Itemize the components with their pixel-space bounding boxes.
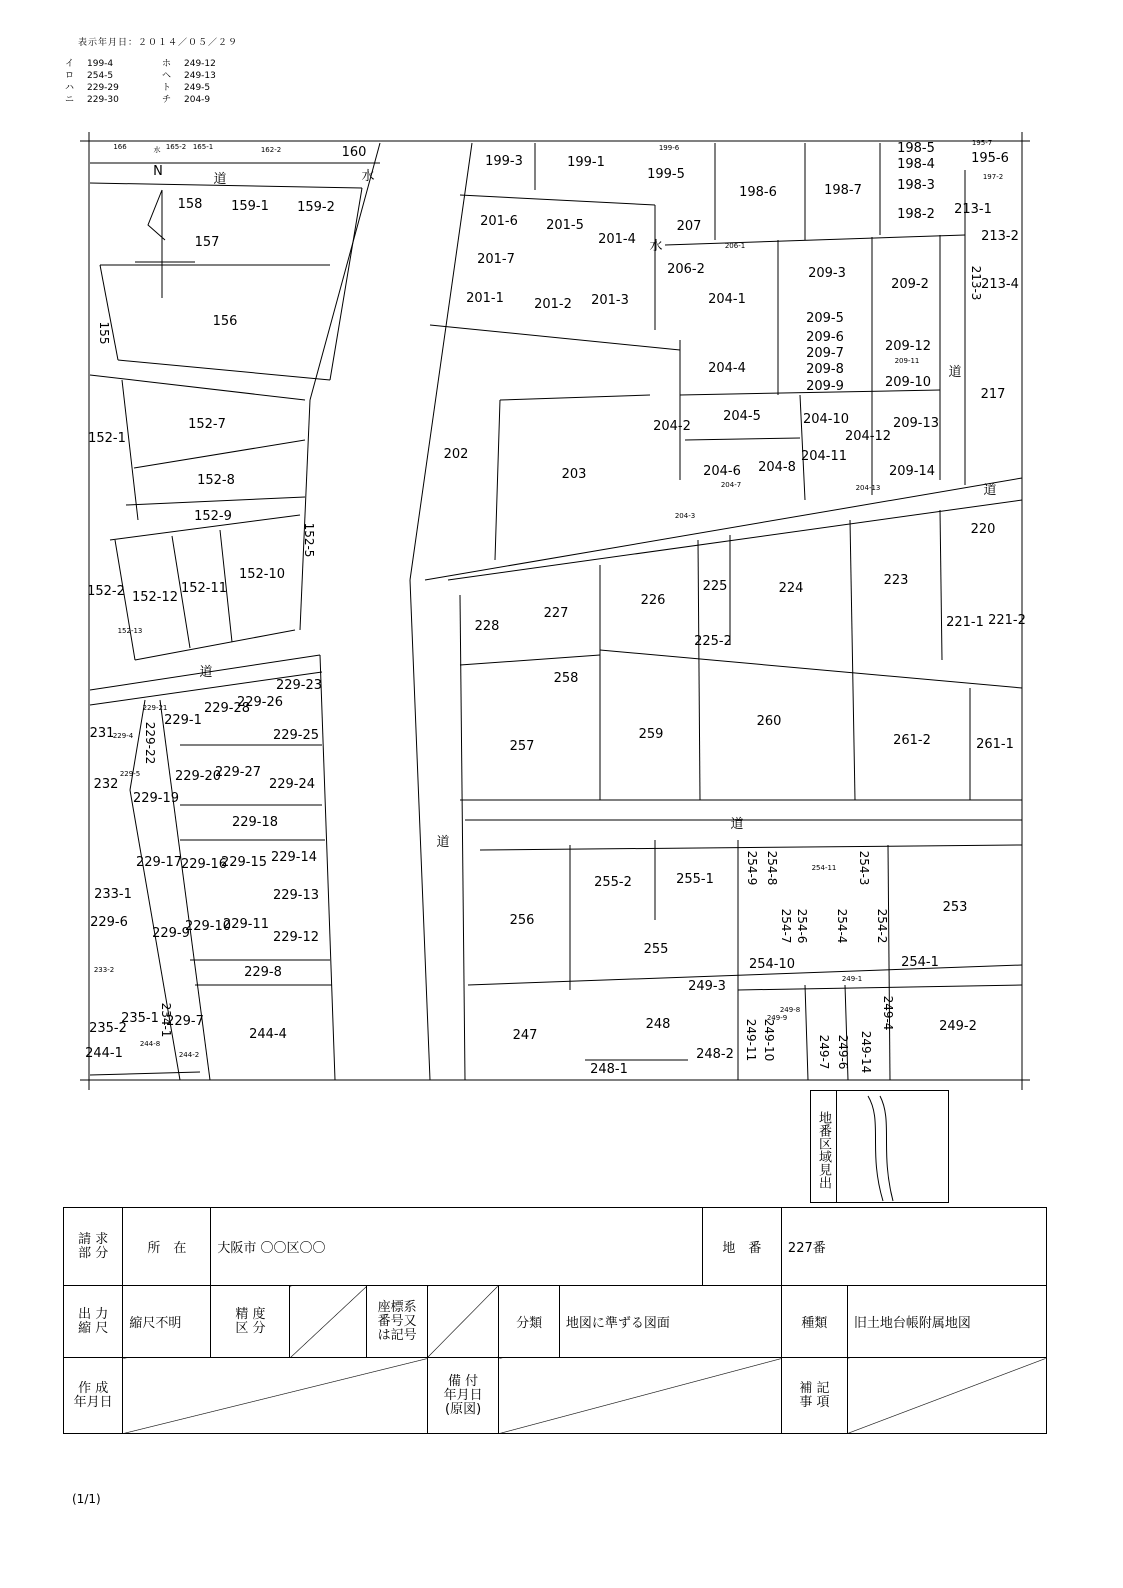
parcel-label: 152-11: [180, 581, 228, 596]
parcel-label: 229-14: [270, 850, 318, 865]
parcel-label: 213-4: [981, 277, 1019, 292]
parcel-label: 229-28: [203, 701, 251, 716]
parcel-label: 209-8: [806, 362, 844, 377]
parcel-label: 261-2: [893, 733, 931, 748]
parcel-label: 248: [645, 1017, 671, 1032]
parcel-label: 203: [561, 467, 587, 482]
parcel-label: 160: [341, 145, 367, 160]
parcel-label: 229-16: [180, 857, 228, 872]
parcel-label: 228: [474, 619, 500, 634]
parcel-label: 209-9: [806, 379, 844, 394]
parcel-label: 209-13: [892, 416, 940, 431]
parcel-label: 249-3: [688, 979, 726, 994]
parcel-label: 254-1: [901, 955, 939, 970]
parcel-label: 258: [553, 671, 579, 686]
parcel-label: 253: [942, 900, 968, 915]
legend-row: ロ 254-5: [65, 71, 114, 81]
parcel-label: 229-1: [164, 713, 202, 728]
parcel-label: 229-26: [236, 695, 284, 710]
parcel-label: 198-2: [897, 207, 935, 222]
parcel-label: 209-2: [891, 277, 929, 292]
parcel-label: 209-5: [806, 311, 844, 326]
small-parcel-label: 244-2: [178, 1051, 200, 1059]
output-scale-value: 縮尺不明: [123, 1286, 211, 1358]
small-parcel-label: 229-4: [112, 732, 134, 740]
parcel-label: 159-1: [231, 199, 269, 214]
parcel-label: 201-2: [534, 297, 572, 312]
supplementary-value-empty: [847, 1358, 1046, 1434]
coordinate-system-label: 座標系 番号又 は記号: [367, 1286, 427, 1358]
legend-row: ヘ 249-13: [162, 71, 216, 81]
water-label: 水: [153, 146, 161, 154]
parcel-label: 249-7: [817, 1034, 831, 1070]
parcel-label: 199-3: [485, 154, 523, 169]
small-parcel-label: 249-8: [779, 1006, 801, 1014]
parcel-label: 204-11: [800, 449, 848, 464]
parcel-label: 225-2: [694, 634, 732, 649]
small-parcel-label: 162-2: [260, 146, 282, 154]
type-value: 旧土地台帳附属地図: [847, 1286, 1046, 1358]
parcel-label: 247: [512, 1028, 538, 1043]
road-label: 道: [730, 817, 744, 832]
parcel-label: 235-2: [89, 1021, 127, 1036]
parcel-label: 229-17: [135, 855, 183, 870]
parcel-label: 152-7: [188, 417, 226, 432]
parcel-label: 226: [640, 593, 666, 608]
road-label: 道: [213, 172, 227, 187]
parcel-label: 244-4: [249, 1027, 287, 1042]
parcel-label: 156: [212, 314, 238, 329]
parcel-label: 207: [676, 219, 702, 234]
parcel-label: 229-27: [214, 765, 262, 780]
parcel-label: 254-4: [835, 908, 849, 944]
parcel-label: 152-5: [302, 522, 316, 558]
small-parcel-label: 233-2: [93, 966, 115, 974]
display-date: 表示年月日：２０１４／０５／２９: [78, 38, 239, 48]
parcel-label: 204-12: [844, 429, 892, 444]
small-parcel-label: 152-13: [117, 627, 143, 635]
parcel-label: 249-11: [744, 1018, 758, 1062]
parcel-label: 159-2: [297, 200, 335, 215]
small-parcel-label: 199-6: [658, 144, 680, 152]
lot-number-value: 227番: [781, 1208, 1046, 1286]
parcel-label: 224: [778, 581, 804, 596]
north-label: N: [153, 164, 163, 179]
small-parcel-label: 244-8: [139, 1040, 161, 1048]
parcel-label: 259: [638, 727, 664, 742]
parcel-label: 249-6: [836, 1034, 850, 1070]
parcel-label: 198-4: [897, 157, 935, 172]
small-parcel-label: 209-11: [894, 357, 920, 365]
parcel-label: 254-10: [748, 957, 796, 972]
parcel-label: 255-1: [676, 872, 714, 887]
parcel-label: 220: [970, 522, 996, 537]
parcel-label: 201-4: [598, 232, 636, 247]
small-parcel-label: 254-11: [811, 864, 837, 872]
request-part-label: 請 求 部 分: [64, 1208, 123, 1286]
area-index-title: 地番区域見出: [811, 1091, 837, 1202]
parcel-label: 221-2: [988, 613, 1026, 628]
parcel-label: 204-6: [703, 464, 741, 479]
parcel-label: 256: [509, 913, 535, 928]
parcel-label: 198-6: [739, 185, 777, 200]
parcel-label: 229-13: [272, 888, 320, 903]
parcel-label: 198-5: [897, 141, 935, 156]
parcel-label: 229-18: [231, 815, 279, 830]
road-label: 道: [199, 665, 213, 680]
parcel-label: 204-8: [758, 460, 796, 475]
parcel-label: 201-7: [477, 252, 515, 267]
parcel-label: 209-6: [806, 330, 844, 345]
parcel-label: 199-1: [567, 155, 605, 170]
parcel-label: 155: [97, 321, 111, 345]
parcel-label: 202: [443, 447, 469, 462]
parcel-label: 201-5: [546, 218, 584, 233]
water-label: 水: [649, 239, 663, 254]
parcel-label: 229-20: [174, 769, 222, 784]
precision-value-empty: [290, 1286, 367, 1358]
coordinate-system-value-empty: [427, 1286, 498, 1358]
furnished-date-label: 備 付 年月日 (原図): [427, 1358, 498, 1434]
parcel-label: 204-1: [708, 292, 746, 307]
parcel-label: 206-2: [667, 262, 705, 277]
parcel-label: 213-2: [981, 229, 1019, 244]
parcel-label: 254-2: [875, 908, 889, 944]
parcel-label: 225: [702, 579, 728, 594]
parcel-label: 244-1: [85, 1046, 123, 1061]
parcel-label: 201-1: [466, 291, 504, 306]
parcel-label: 201-6: [480, 214, 518, 229]
parcel-label: 229-12: [272, 930, 320, 945]
parcel-label: 261-1: [976, 737, 1014, 752]
parcel-label: 229-23: [275, 678, 323, 693]
parcel-label: 229-10: [184, 919, 232, 934]
small-parcel-label: 229-21: [142, 704, 168, 712]
legend-row: イ 199-4: [65, 59, 114, 69]
area-index-box: [810, 1090, 949, 1203]
output-scale-label: 出 力 縮 尺: [64, 1286, 123, 1358]
parcel-label: 229-25: [272, 728, 320, 743]
location-label: 所 在: [123, 1208, 211, 1286]
legend-row: ト 249-5: [162, 83, 211, 93]
parcel-label: 199-5: [647, 167, 685, 182]
parcel-label: 249-10: [762, 1018, 776, 1062]
parcel-label: 248-2: [696, 1047, 734, 1062]
parcel-label: 254-3: [857, 850, 871, 886]
parcel-label: 254-7: [779, 908, 793, 944]
small-parcel-label: 229-5: [119, 770, 141, 778]
small-parcel-label: 204-13: [855, 484, 881, 492]
small-parcel-label: 165-2: [165, 143, 187, 151]
parcel-label: 204-10: [802, 412, 850, 427]
parcel-label: 158: [177, 197, 203, 212]
parcel-label: 235-1: [121, 1011, 159, 1026]
parcel-label: 209-7: [806, 346, 844, 361]
parcel-label: 227: [543, 606, 569, 621]
legend-row: ホ 249-12: [162, 59, 216, 69]
parcel-label: 209-14: [888, 464, 936, 479]
small-parcel-label: 195-7: [971, 139, 993, 147]
location-value: 大阪市 〇〇区〇〇: [211, 1208, 702, 1286]
legend-row: チ 204-9: [162, 95, 211, 105]
parcel-label: 233-1: [94, 887, 132, 902]
parcel-label: 201-3: [591, 293, 629, 308]
parcel-label: 217: [980, 387, 1006, 402]
road-label: 道: [948, 365, 962, 380]
parcel-label: 249-2: [939, 1019, 977, 1034]
area-index-sketch: [838, 1091, 948, 1202]
parcel-label: 260: [756, 714, 782, 729]
parcel-label: 152-1: [88, 431, 126, 446]
water-label: 水: [361, 169, 375, 184]
parcel-label: 254-8: [765, 850, 779, 886]
parcel-label: 213-3: [969, 265, 983, 301]
parcel-label: 157: [194, 235, 220, 250]
small-parcel-label: 204-3: [674, 512, 696, 520]
parcel-label: 248-1: [590, 1062, 628, 1077]
furnished-date-value-empty: [499, 1358, 782, 1434]
parcel-label: 204-5: [723, 409, 761, 424]
legend-row: ニ 229-30: [65, 95, 119, 105]
parcel-label: 232: [93, 777, 119, 792]
small-parcel-label: 249-1: [841, 975, 863, 983]
parcel-label: 209-10: [884, 375, 932, 390]
parcel-label: 221-1: [946, 615, 984, 630]
type-label: 種類: [781, 1286, 847, 1358]
parcel-label: 229-8: [244, 965, 282, 980]
parcel-label: 229-19: [132, 791, 180, 806]
road-label: 道: [436, 835, 450, 850]
parcel-label: 209-3: [808, 266, 846, 281]
parcel-label: 198-3: [897, 178, 935, 193]
parcel-label: 204-4: [708, 361, 746, 376]
parcel-label: 152-2: [87, 584, 125, 599]
legend-column-right: [162, 58, 216, 106]
parcel-label: 229-11: [222, 917, 270, 932]
legend-column-left: [65, 58, 119, 106]
lot-number-label: 地 番: [702, 1208, 781, 1286]
parcel-label: 257: [509, 739, 535, 754]
supplementary-label: 補 記 事 項: [781, 1358, 847, 1434]
small-parcel-label: 197-2: [982, 173, 1004, 181]
small-parcel-label: 206-1: [724, 242, 746, 250]
classification-label: 分類: [499, 1286, 559, 1358]
page-number: (1/1): [72, 1492, 101, 1506]
parcel-label: 255-2: [594, 875, 632, 890]
parcel-label: 255: [643, 942, 669, 957]
legend-row: ハ 229-29: [65, 83, 119, 93]
parcel-label: 254-9: [745, 850, 759, 886]
parcel-label: 249-4: [881, 995, 895, 1031]
parcel-label: 249-14: [859, 1030, 873, 1074]
classification-value: 地図に準ずる図面: [559, 1286, 781, 1358]
parcel-label: 152-10: [238, 567, 286, 582]
info-table: [63, 1207, 1047, 1434]
parcel-label: 204-2: [653, 419, 691, 434]
parcel-label: 195-6: [971, 151, 1009, 166]
parcel-label: 229-22: [143, 721, 157, 765]
small-parcel-label: 165-1: [192, 143, 214, 151]
parcel-label: 229-7: [166, 1014, 204, 1029]
parcel-label: 229-6: [90, 915, 128, 930]
small-parcel-label: 166: [113, 143, 127, 151]
parcel-label: 229-9: [152, 926, 190, 941]
parcel-label: 152-12: [131, 590, 179, 605]
parcel-label: 209-12: [884, 339, 932, 354]
small-parcel-label: 249-9: [766, 1014, 788, 1022]
precision-label: 精 度 区 分: [211, 1286, 290, 1358]
created-date-value-empty: [123, 1358, 428, 1434]
north-arrow-icon: [135, 190, 195, 298]
road-label: 道: [983, 483, 997, 498]
parcel-label: 231: [89, 726, 115, 741]
parcel-label: 223: [883, 573, 909, 588]
parcel-label: 198-7: [824, 183, 862, 198]
parcel-label: 152-9: [194, 509, 232, 524]
created-date-label: 作 成 年月日: [64, 1358, 123, 1434]
small-parcel-label: 204-7: [720, 481, 742, 489]
parcel-label: 254-6: [795, 908, 809, 944]
parcel-label: 234-1: [159, 1002, 173, 1038]
parcel-label: 213-1: [954, 202, 992, 217]
parcel-label: 152-8: [197, 473, 235, 488]
parcel-label: 229-15: [220, 855, 268, 870]
parcel-label: 229-24: [268, 777, 316, 792]
